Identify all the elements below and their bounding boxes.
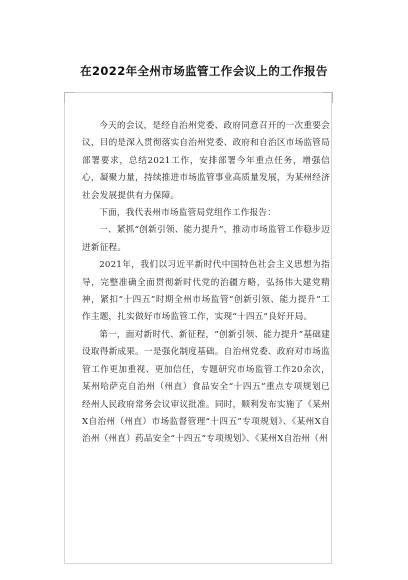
paragraph-transition: 下面，我代表州市场监管局党组作工作报告： [99,208,277,219]
paragraph-first-point: 第一，面对新时代、新征程，“创新引领、能力提升”基础建设取得新成果。一是强化制度基础。自治州党委、政府对市场监管工作更加重视、更加信任，专题研究市场监管工作20余次，某州哈萨克自治州（州直）食品安全“十四五”重点专项规划已经州人民政府常务会议审议批准。同时，顺利发布实施了《某州X自治州（州直）市场监督管理“十四五”专项规划》、《某州X自治州（州直）药品安全“十四五”专项规划》、《某州X自治州（州 [82,329,330,445]
frame-corner-mark [322,92,333,103]
paragraph-intro: 今天的会议，是经自治州党委、政府同意召开的一次重要会议，目的是深入贯彻落实自治州党委、政府和自治区市场监管局部署要求，总结2021工作，安排部署今年重点任务，增强信心，凝聚力量，持续推进市场监管事业高质量发展，为某州经济社会发展提供有力保障。 [82,121,330,201]
paragraph-2021-summary: 2021年，我们以习近平新时代中国特色社会主义思想为指导，完整准确全面贯彻新时代党的治疆方略，弘扬伟大建党精神，紧扣“十四五”时期全州市场监管“创新引领、能力提升”工作主题，扎实做好市场监管工作，实现“十四五”良好开局。 [82,260,330,323]
document-body [82,118,330,449]
section-heading-1: 一、紧抓“创新引领、能力提升”，推动市场监管工作稳步迈进新征程。 [82,225,330,253]
document-title: 在2022年全州市场监管工作会议上的工作报告 [80,64,328,78]
frame-corner-mark [64,92,75,103]
